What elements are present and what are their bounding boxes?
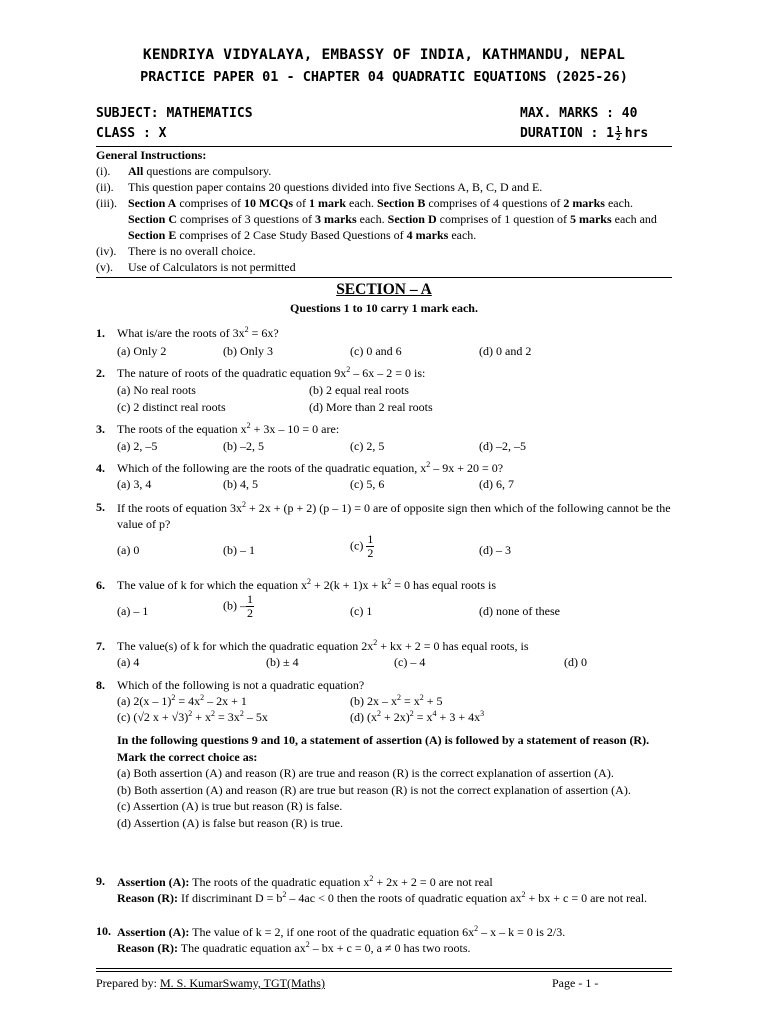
question-text: Which of the following is not a quadratic equation? [117, 678, 365, 692]
instruction-number: (iii). [96, 196, 117, 210]
option-b: (b) ± 4 [266, 655, 299, 669]
option-b: (b) –2, 5 [223, 439, 264, 453]
q-sup: 2 [305, 940, 310, 949]
reason-line [117, 940, 672, 956]
instruction-text-part: 3 marks [314, 212, 357, 226]
option-a: (a) Only 2 [117, 344, 167, 358]
option-c [350, 533, 374, 560]
instruction-text [128, 195, 672, 243]
instruction-text [128, 163, 672, 179]
q-text-part: + kx + 2 = 0 has equal roots, is [377, 639, 529, 653]
q-text-part: – 6x – 2 = 0 is: [350, 366, 426, 380]
q-sup: 2 [373, 638, 378, 647]
q-text-part: The value(s) of k for which the quadratic equation 2x [117, 639, 374, 653]
opt-sup: 2 [419, 693, 424, 702]
question-text [117, 500, 672, 532]
instruction-number: (ii). [96, 180, 114, 194]
duration-label [520, 126, 648, 141]
question-number: 1. [96, 326, 105, 340]
option-a: (a) 4 [117, 655, 140, 669]
opt-sup: 2 [171, 693, 176, 702]
option-d: (d) 0 and 2 [479, 344, 532, 358]
instruction-number: (v). [96, 260, 113, 274]
max-marks-label: MAX. MARKS : 40 [520, 106, 638, 121]
q-text-part: + bx + c = 0 are not real. [525, 891, 648, 905]
choice-d: (d) Assertion (A) is false but reason (R) is true. [117, 815, 343, 830]
instructions-list [96, 163, 672, 275]
option-c: (c) 0 and 6 [350, 344, 402, 358]
option-b [223, 593, 254, 620]
footer-rule [96, 968, 672, 969]
duration-frac-den: 2 [615, 133, 621, 142]
frac-num: 1 [247, 592, 253, 606]
option-b [350, 694, 443, 709]
option-c: (c) 1 [350, 604, 373, 618]
duration-frac-num: 1 [615, 125, 621, 134]
option-a: (a) 3, 4 [117, 477, 152, 491]
option-c [117, 710, 268, 725]
duration-text: DURATION : 1 [520, 126, 614, 141]
question-text [117, 924, 672, 956]
instruction-text [128, 259, 672, 275]
q-text-part: If the roots of equation 3x [117, 501, 242, 515]
q-sup: 2 [369, 874, 374, 883]
opt-part: – 2x + 1 [204, 694, 247, 708]
opt-part: – 5x [243, 710, 268, 724]
q-text-part: The value of k = 2, if one root of the quadratic equation 6x [189, 925, 475, 939]
paper-title: PRACTICE PAPER 01 - CHAPTER 04 QUADRATIC EQUATIONS (2025-26) [140, 69, 628, 85]
instruction-text-part: All [128, 164, 144, 178]
question-text [117, 422, 672, 437]
instruction-text-part: There is no overall choice. [128, 244, 256, 258]
option-d: (d) – 3 [479, 543, 511, 557]
opt-sup: 2 [397, 693, 401, 702]
question-text [117, 461, 672, 476]
instruction-text-part: This question paper contains 20 questions divided into five Sections A, B, C, D and E. [128, 180, 543, 194]
option-a [117, 694, 247, 709]
instructions-rule [96, 277, 672, 278]
q-sup: 2 [244, 325, 249, 334]
instruction-text-part: Section A [128, 196, 177, 210]
frac-num: 1 [367, 532, 374, 546]
general-instructions [96, 148, 672, 275]
instruction-text-part: 5 marks [569, 212, 612, 226]
fraction [246, 593, 254, 620]
frac-den: 2 [247, 606, 253, 620]
school-title: KENDRIYA VIDYALAYA, EMBASSY OF INDIA, KATHMANDU, NEPAL [142, 47, 626, 63]
assertion-line [117, 874, 672, 890]
instruction-text-part: 4 marks [406, 228, 449, 242]
q-text-part: The value of k for which the equation x [117, 578, 307, 592]
option-a: (a) 0 [117, 543, 140, 557]
q-text-part: = 6x? [248, 326, 279, 340]
q-text-part: The roots of the quadratic equation x [189, 875, 370, 889]
option-b: (b) 4, 5 [223, 477, 258, 491]
instruction-text [128, 179, 672, 195]
question-text [117, 639, 672, 654]
option-b-label: (b) – [223, 598, 246, 613]
question-number: 3. [96, 422, 105, 436]
assertion-reason-instructions [117, 732, 672, 831]
assertion-label: Assertion (A): [117, 925, 190, 939]
option-b: (b) – 1 [223, 543, 255, 557]
instruction-text-part: comprises of 3 questions of [177, 212, 315, 226]
q-text-part: + 2x + 2 = 0 are not real [373, 875, 493, 889]
q-sup: 2 [346, 365, 351, 374]
question-number: 10. [96, 924, 111, 938]
opt-sup: 2 [200, 693, 205, 702]
frac-den: 2 [367, 546, 374, 560]
option-d: (d) –2, –5 [479, 439, 526, 453]
q-text-part: The quadratic equation ax [178, 941, 306, 955]
opt-sup: 2 [211, 709, 216, 718]
opt-part: + 3 + 4x [436, 710, 481, 724]
option-c: (c) 2, 5 [350, 439, 385, 453]
q-text-part: + 3x – 10 = 0 are: [250, 422, 340, 436]
question-text [117, 326, 672, 341]
q-sup: 2 [246, 421, 251, 430]
option-a: (a) 2, –5 [117, 439, 158, 453]
footer-prepared-by [96, 976, 325, 991]
question-text [117, 578, 672, 593]
opt-part: = 4x [175, 694, 201, 708]
instruction-text-part: comprises of 4 questions of [425, 196, 564, 210]
instruction-text-part: Use of Calculators is not permitted [128, 260, 296, 274]
instruction-text [128, 243, 672, 259]
instruction-text-part: Section C [128, 212, 177, 226]
instruction-text-part: comprises of 2 Case Study Based Questions of [176, 228, 407, 242]
opt-part: (b) 2x – x [350, 694, 397, 708]
opt-sup: 3 [480, 709, 485, 718]
question-number: 8. [96, 678, 105, 692]
question-number: 9. [96, 874, 105, 888]
instruction-item [96, 163, 672, 179]
option-b: (b) Only 3 [223, 344, 273, 358]
opt-part: (d) (x [350, 710, 377, 724]
option-c-label: (c) [350, 538, 364, 553]
page-number: Page - 1 - [552, 976, 599, 990]
opt-part: + 5 [423, 694, 443, 708]
option-d: (d) 6, 7 [479, 477, 514, 491]
question-number: 4. [96, 461, 105, 475]
q-sup: 2 [426, 460, 431, 469]
opt-part: + x [192, 710, 212, 724]
option-d: (d) none of these [479, 604, 560, 618]
option-a: (a) – 1 [117, 604, 149, 618]
subject-label: SUBJECT: MATHEMATICS [96, 106, 253, 121]
opt-part: = 3x [215, 710, 240, 724]
question-text [117, 874, 672, 906]
assertion-line [117, 924, 672, 940]
q-text-part: – 4ac < 0 then the roots of quadratic equation ax [286, 891, 522, 905]
question-number: 6. [96, 578, 105, 592]
instruction-text-part: each. [448, 228, 477, 242]
q-text-part: + 2(k + 1)x + k [310, 578, 388, 592]
q-text-part: – 9x + 20 = 0? [430, 461, 504, 475]
opt-part: (c) (√2 x + √3) [117, 710, 189, 724]
opt-sup: 2 [188, 709, 193, 718]
opt-sup: 4 [432, 709, 437, 718]
choice-a: (a) Both assertion (A) and reason (R) are true and reason (R) is the correct explanation of assertion (A). [117, 766, 614, 780]
duration-unit: hrs [624, 126, 649, 141]
instruction-text-part: comprises of 1 question of [436, 212, 570, 226]
assertion-label: Assertion (A): [117, 875, 190, 889]
instruction-text-part: Section E [128, 228, 177, 242]
instruction-item [96, 243, 672, 259]
instruction-text-part: each. [346, 196, 377, 210]
option-a: (a) No real roots [117, 383, 196, 397]
header-rule [96, 146, 672, 147]
instruction-text-part: of [293, 196, 309, 210]
prepared-label: Prepared by: [96, 976, 160, 990]
question-text [117, 366, 672, 381]
question-number: 7. [96, 639, 105, 653]
choice-c: (c) Assertion (A) is true but reason (R) is false. [117, 799, 343, 813]
q-text-part: The nature of roots of the quadratic equation 9x [117, 366, 347, 380]
section-subtitle: Questions 1 to 10 carry 1 mark each. [290, 301, 478, 315]
q-sup: 2 [282, 890, 287, 899]
instruction-text-part: comprises of [176, 196, 244, 210]
author-name: M. S. KumarSwamy, TGT(Maths) [159, 976, 325, 990]
q-text-part: The roots of the equation x [117, 422, 247, 436]
opt-part: = x [413, 710, 433, 724]
option-d: (d) 0 [564, 655, 587, 669]
opt-sup: 2 [239, 709, 244, 718]
instruction-item [96, 259, 672, 275]
instruction-text-part: Section B [376, 196, 426, 210]
q-sup: 2 [306, 577, 311, 586]
choice-b: (b) Both assertion (A) and reason (R) are true but reason (R) is not the correct explanation of assertion (A). [117, 782, 631, 797]
section-title-text: SECTION – A [336, 281, 432, 298]
instruction-text-part: each. [356, 212, 388, 226]
instruction-text-part: 10 MCQs [244, 196, 293, 210]
instruction-text-part: Section D [387, 212, 437, 226]
instruction-text-part: 1 mark [309, 196, 346, 210]
instruction-text-part: questions are compulsory. [143, 164, 272, 178]
reason-label: Reason (R): [117, 941, 178, 955]
option-d: (d) More than 2 real roots [309, 400, 433, 414]
question-number: 5. [96, 500, 105, 514]
q-sup: 2 [474, 924, 479, 933]
instruction-number: (iv). [96, 244, 117, 258]
option-c: (c) 2 distinct real roots [117, 400, 226, 414]
opt-part: = x [401, 694, 420, 708]
q-sup: 2 [387, 577, 392, 586]
fraction [366, 533, 374, 560]
assertion-heading: In the following questions 9 and 10, a statement of assertion (A) is followed by a statement of reason (R). Mark the correct choice as: [117, 733, 650, 764]
q-text-part: + 2x + (p + 2) (p – 1) = 0 are of opposite sign then which of the following cannot be the value of p? [117, 501, 671, 531]
q-text-part: = 0 has equal roots is [391, 578, 496, 592]
duration-fraction [615, 126, 622, 141]
instruction-text-part: each and [611, 212, 657, 226]
opt-sup: 2 [409, 709, 414, 718]
instruction-item [96, 179, 672, 195]
instruction-number: (i). [96, 164, 111, 178]
instructions-title: General Instructions: [96, 148, 207, 162]
option-c: (c) – 4 [394, 655, 426, 669]
option-d [350, 710, 484, 725]
opt-part: + 2x) [381, 710, 410, 724]
class-label: CLASS : X [96, 126, 167, 141]
instruction-text-part: 2 marks [563, 196, 605, 210]
opt-part: (a) 2(x – 1) [117, 694, 172, 708]
opt-sup: 2 [377, 709, 381, 718]
q-text-part: If discriminant D = b [178, 891, 283, 905]
q-sup: 2 [521, 890, 526, 899]
q-sup: 2 [241, 500, 246, 509]
question-number: 2. [96, 366, 105, 380]
q-text-part: Which of the following are the roots of the quadratic equation, x [117, 461, 427, 475]
q-text-part: – x – k = 0 is 2/3. [478, 925, 566, 939]
q-text-part: – bx + c = 0, a ≠ 0 has two roots. [309, 941, 471, 955]
section-title [96, 282, 672, 297]
option-b: (b) 2 equal real roots [309, 383, 409, 397]
instruction-text-part: each. [604, 196, 633, 210]
reason-label: Reason (R): [117, 891, 178, 905]
q-text-part: What is/are the roots of 3x [117, 326, 245, 340]
reason-line [117, 890, 672, 906]
instruction-item [96, 195, 672, 243]
option-c: (c) 5, 6 [350, 477, 385, 491]
footer-rule [96, 971, 672, 972]
